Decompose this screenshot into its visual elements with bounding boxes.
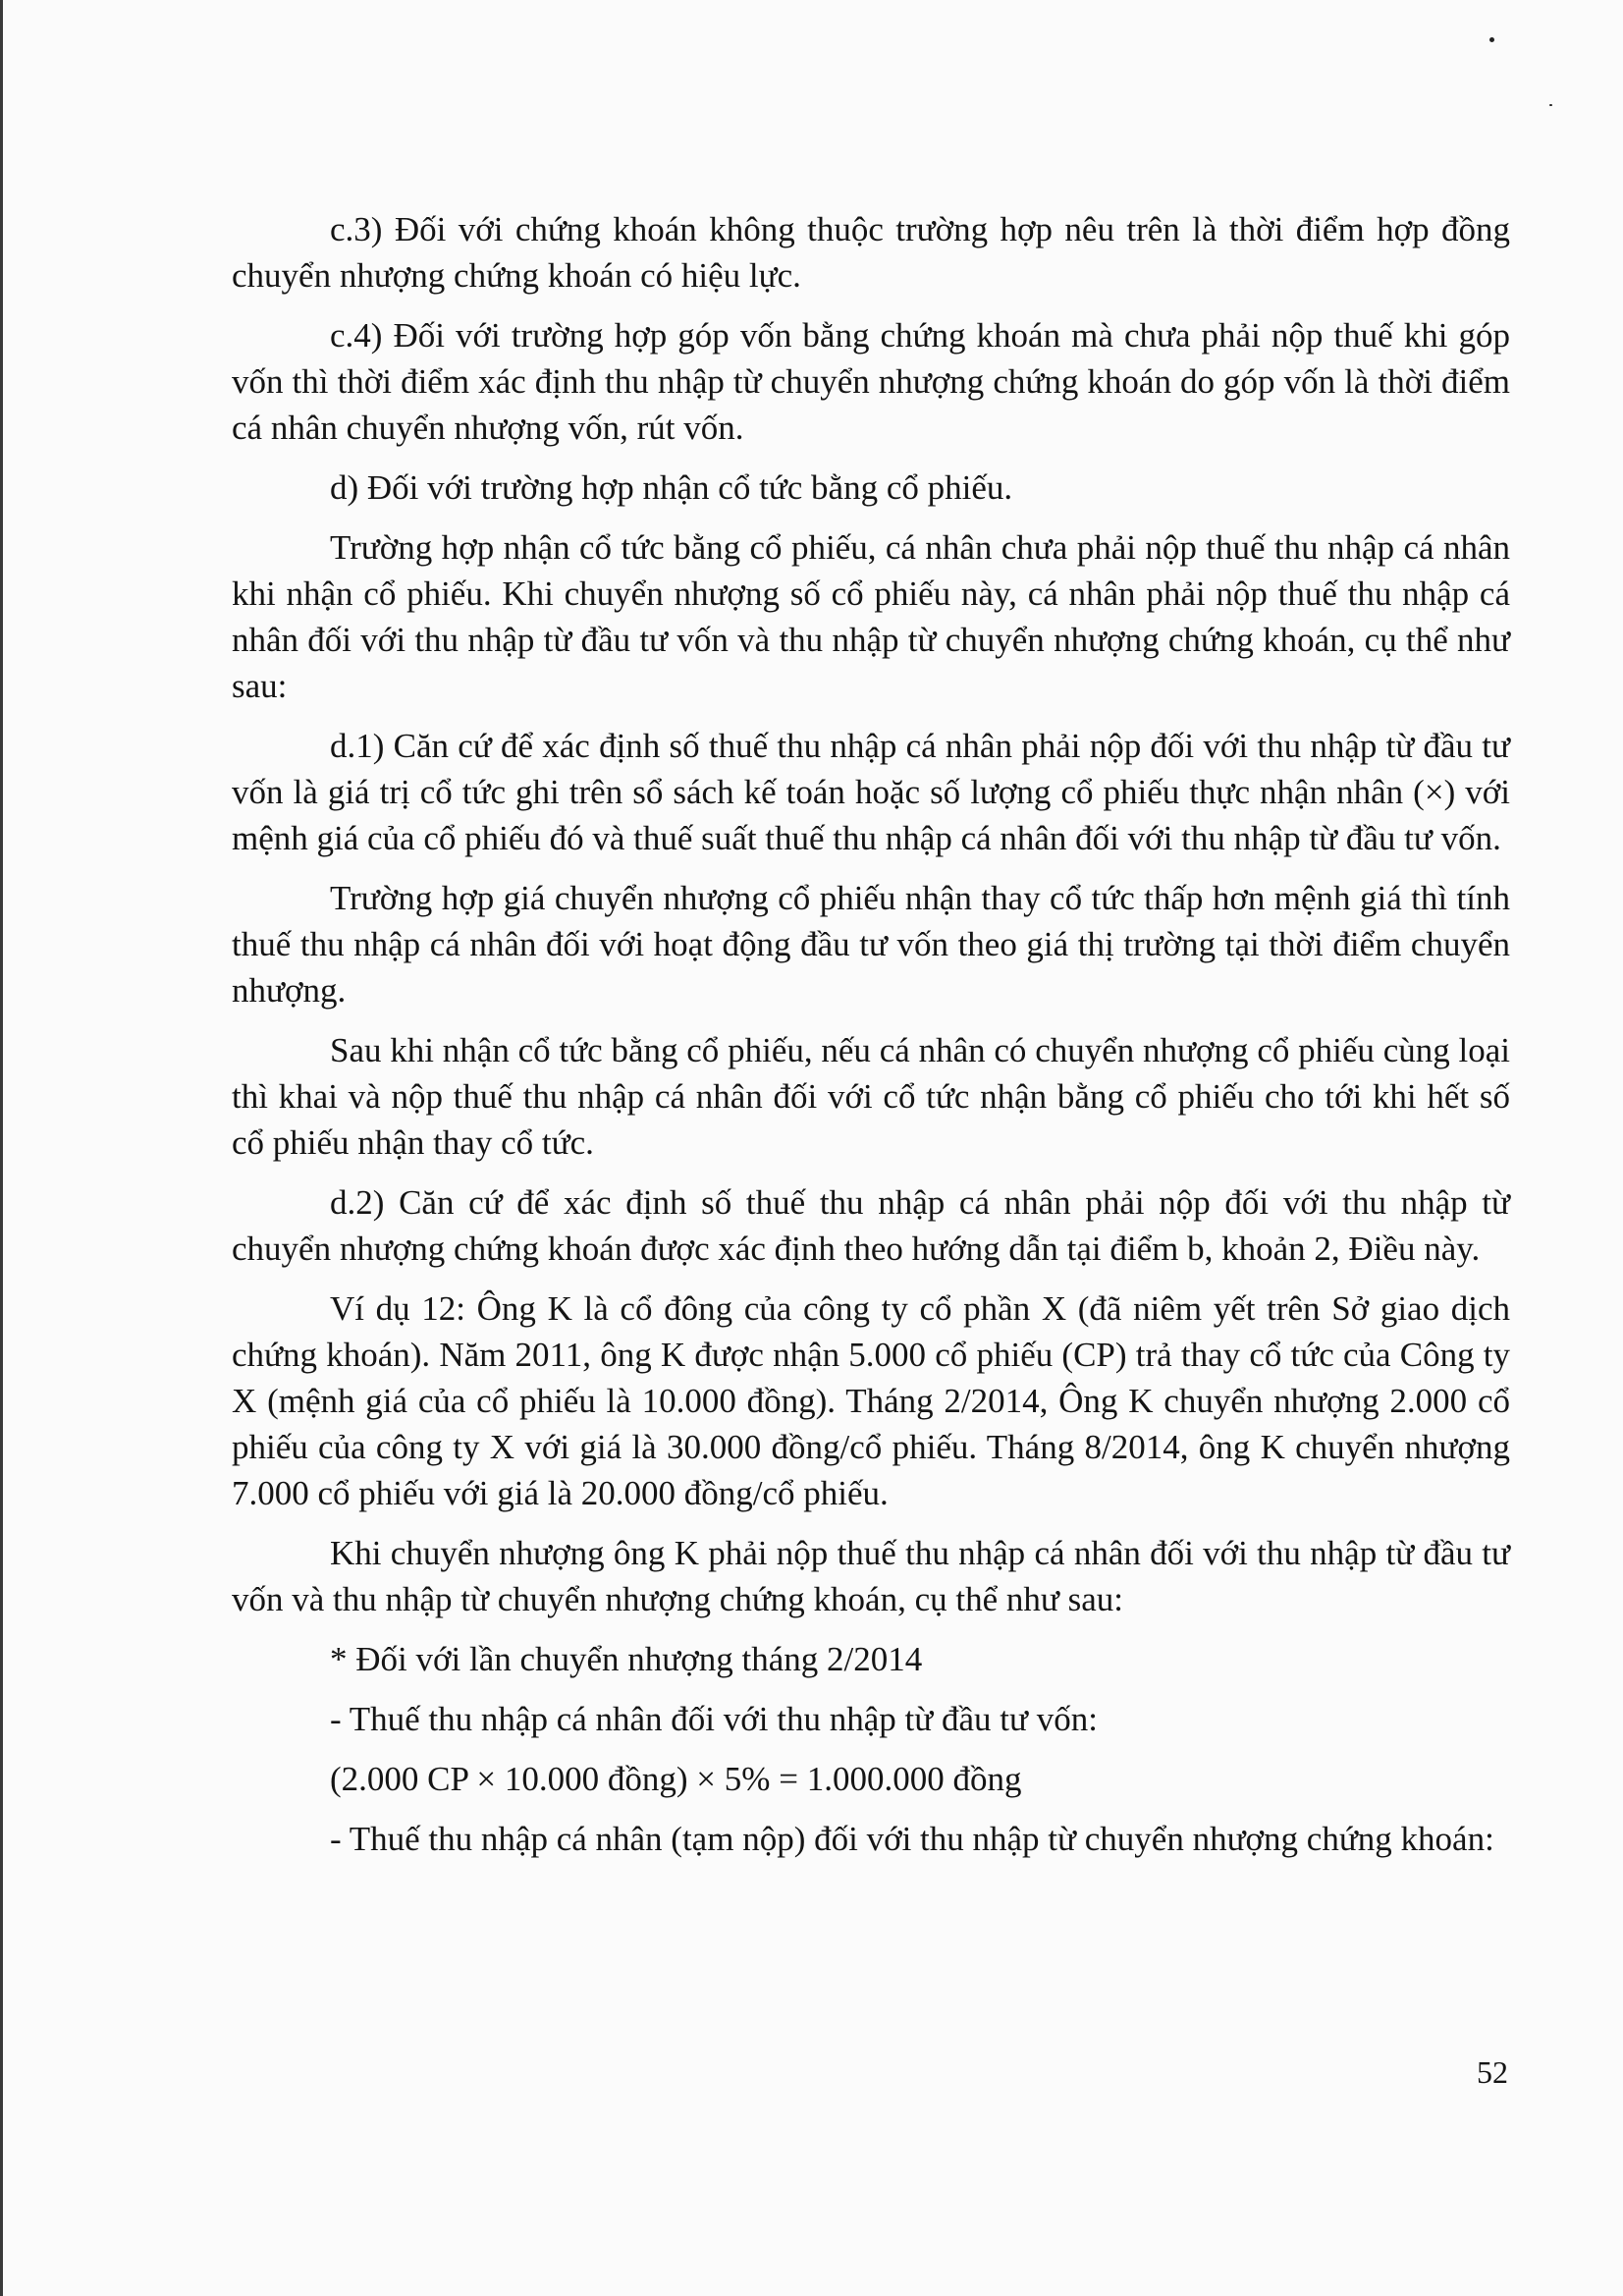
- paragraph-d2: d.2) Căn cứ để xác định số thuế thu nhập cá nhân phải nộp đối với thu nhập từ chuyển nhượng chứng khoán được xác định theo hướng dẫn tại điểm b, khoản 2, Điều này.: [232, 1183, 1510, 1268]
- paragraph-c4: c.4) Đối với trường hợp góp vốn bằng chứng khoán mà chưa phải nộp thuế khi góp vốn thì thời điểm xác định thu nhập từ chuyển nhượng chứng khoán do góp vốn là thời điểm cá nhân chuyển nhượng vốn, rút vốn.: [232, 316, 1510, 447]
- scan-speck: [1549, 104, 1552, 106]
- paragraph-d-intro: Trường hợp nhận cổ tức bằng cổ phiếu, cá nhân chưa phải nộp thuế thu nhập cá nhân khi nhận cổ phiếu. Khi chuyển nhượng số cổ phiếu này, cá nhân phải nộp thuế thu nhập cá nhân đối với thu nhập từ đầu tư vốn và thu nhập từ chuyển nhượng chứng khoán, cụ thể như sau:: [232, 528, 1510, 705]
- paragraph-transfer-feb: * Đối với lần chuyển nhượng tháng 2/2014: [330, 1640, 923, 1678]
- paragraph-d1-case: Trường hợp giá chuyển nhượng cổ phiếu nhận thay cổ tức thấp hơn mệnh giá thì tính thuế thu nhập cá nhân đối với hoạt động đầu tư vốn theo giá thị trường tại thời điểm chuyển nhượng.: [232, 879, 1510, 1010]
- paragraph-example-12: Ví dụ 12: Ông K là cổ đông của công ty cổ phần X (đã niêm yết trên Sở giao dịch chứng khoán). Năm 2011, ông K được nhận 5.000 cổ phiếu (CP) trả thay cổ tức của Công ty X (mệnh giá của cổ phiếu là 10.000 đồng). Tháng 2/2014, Ông K chuyển nhượng 2.000 cổ phiếu của công ty X với giá là 30.000 đồng/cổ phiếu. Tháng 8/2014, ông K chuyển nhượng 7.000 cổ phiếu với giá là 20.000 đồng/cổ phiếu.: [232, 1289, 1510, 1512]
- scan-edge: [0, 0, 3, 2296]
- paragraph-formula: (2.000 CP × 10.000 đồng) × 5% = 1.000.000 đồng: [330, 1760, 1022, 1798]
- paragraph-d-heading: d) Đối với trường hợp nhận cổ tức bằng cổ phiếu.: [330, 468, 1013, 507]
- paragraph-tax-investment: - Thuế thu nhập cá nhân đối với thu nhập từ đầu tư vốn:: [330, 1700, 1098, 1738]
- paragraph-tax-transfer: - Thuế thu nhập cá nhân (tạm nộp) đối với thu nhập từ chuyển nhượng chứng khoán:: [330, 1820, 1494, 1858]
- paragraph-c3: c.3) Đối với chứng khoán không thuộc trường hợp nêu trên là thời điểm hợp đồng chuyển nhượng chứng khoán có hiệu lực.: [232, 210, 1510, 295]
- body-text: [232, 206, 1510, 1876]
- paragraph-d1: d.1) Căn cứ để xác định số thuế thu nhập cá nhân phải nộp đối với thu nhập từ đầu tư vốn là giá trị cổ tức ghi trên sổ sách kế toán hoặc số lượng cổ phiếu thực nhận nhân (×) với mệnh giá của cổ phiếu đó và thuế suất thuế thu nhập cá nhân đối với thu nhập từ đầu tư vốn.: [232, 727, 1510, 857]
- paragraph-example-intro: Khi chuyển nhượng ông K phải nộp thuế thu nhập cá nhân đối với thu nhập từ đầu tư vốn và thu nhập từ chuyển nhượng chứng khoán, cụ thể như sau:: [232, 1534, 1510, 1618]
- paragraph-d1-after: Sau khi nhận cổ tức bằng cổ phiếu, nếu cá nhân có chuyển nhượng cổ phiếu cùng loại thì khai và nộp thuế thu nhập cá nhân đối với cổ tức nhận bằng cổ phiếu cho tới khi hết số cổ phiếu nhận thay cổ tức.: [232, 1031, 1510, 1162]
- page-number: 52: [1477, 2054, 1508, 2090]
- scan-speck: [1489, 37, 1494, 42]
